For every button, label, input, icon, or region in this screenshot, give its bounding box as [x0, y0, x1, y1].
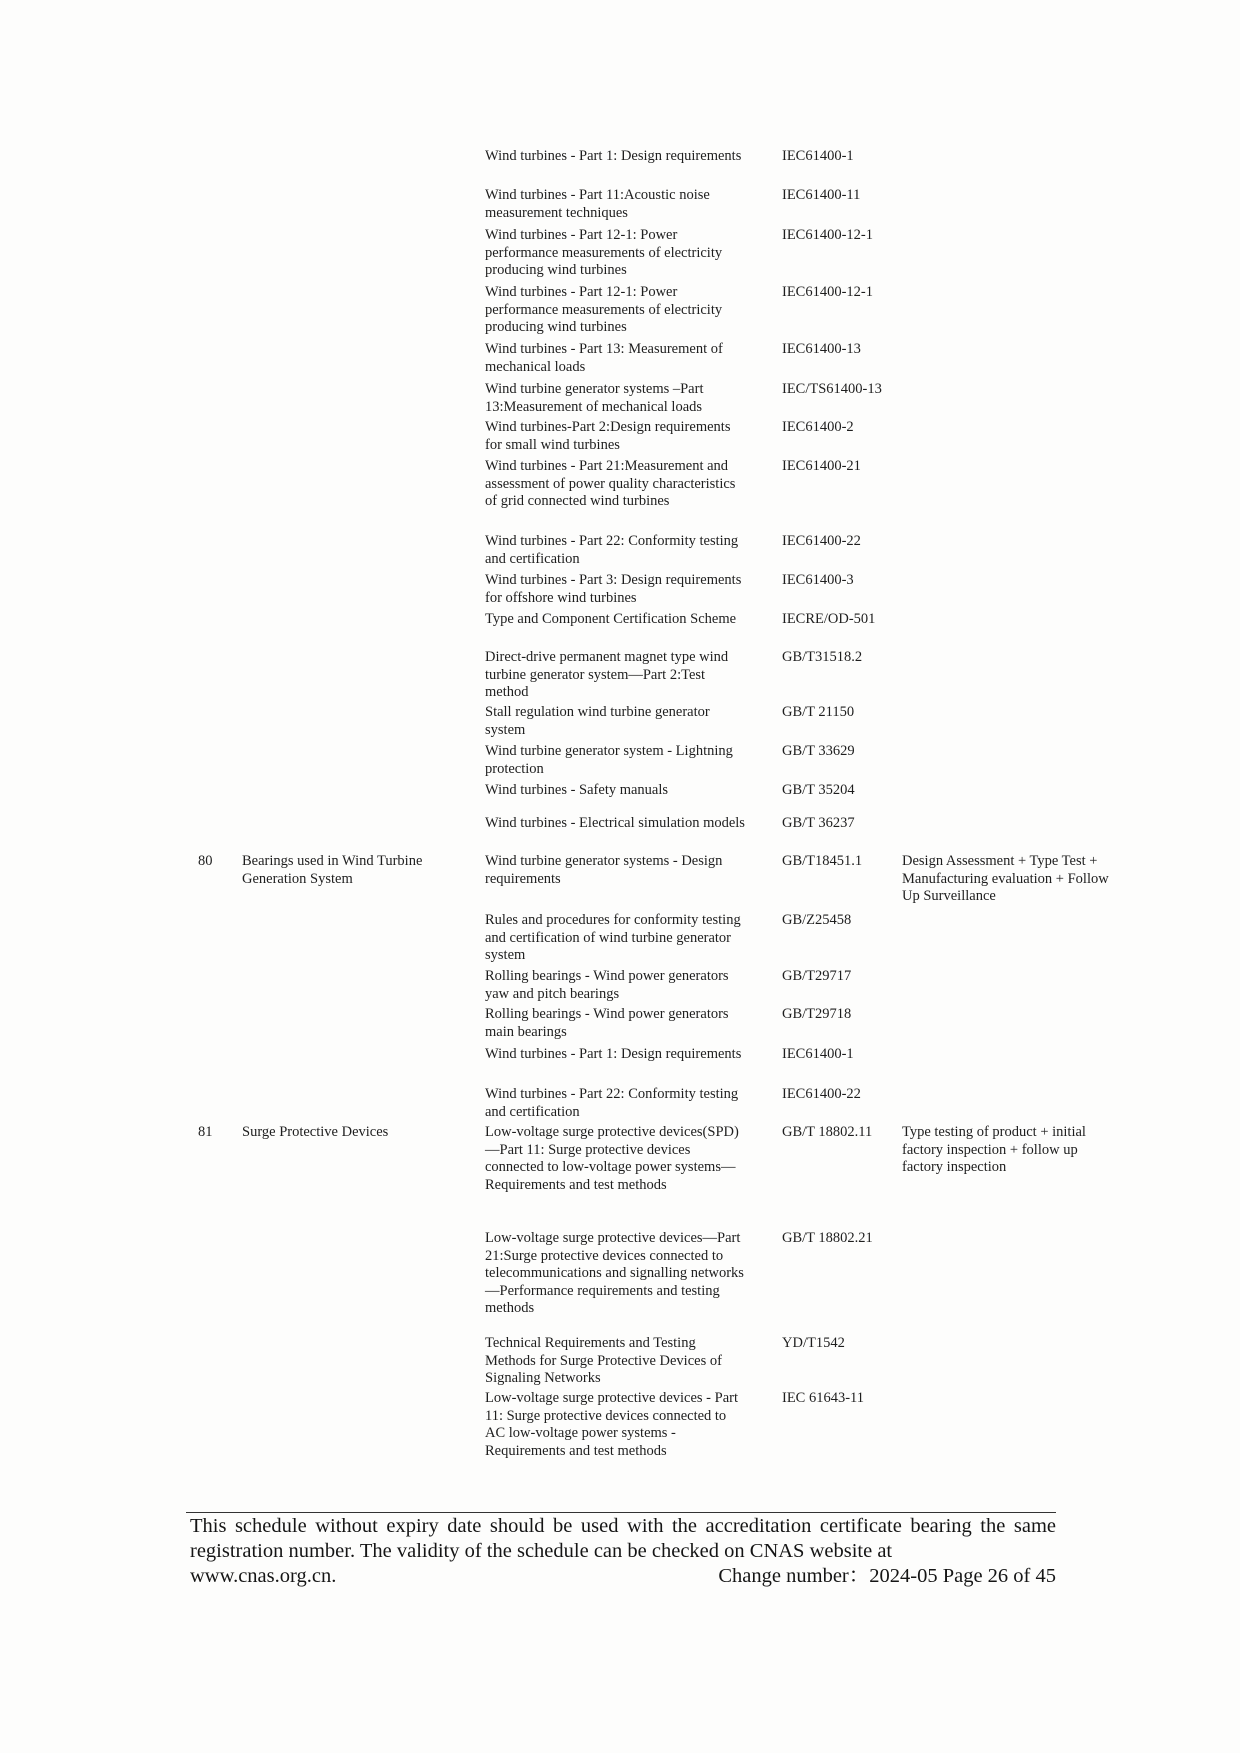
row-number: 81: [198, 1124, 213, 1140]
standard-code: IEC 61643-11: [782, 1390, 865, 1406]
standard-title: Wind turbine generator system - Lightning protection: [485, 743, 733, 777]
standard-title: Rolling bearings - Wind power generators yaw and pitch bearings: [485, 968, 729, 1002]
standard-title: Wind turbines - Part 1: Design requirements: [485, 148, 742, 164]
product-name: Bearings used in Wind Turbine Generation System: [242, 853, 423, 887]
standard-title: Wind turbines - Part 12-1: Power performance measurements of electricity producing wind turbines: [485, 284, 723, 336]
standard-code: IEC61400-21: [782, 458, 861, 474]
standard-title: Low-voltage surge protective devices(SPD)—Part 11: Surge protective devices connected to low-voltage power systems—Requirements and test methods: [485, 1124, 739, 1193]
standard-code: IEC61400-2: [782, 419, 854, 435]
standard-title: Rules and procedures for conformity testing and certification of wind turbine generator system: [485, 912, 741, 964]
standard-code: GB/T29717: [782, 968, 852, 984]
certification-mode: Design Assessment + Type Test + Manufacturing evaluation + Follow Up Surveillance: [902, 853, 1109, 905]
standard-title: Technical Requirements and Testing Methods for Surge Protective Devices of Signaling Networks: [485, 1335, 722, 1387]
standard-title: Wind turbines - Part 12-1: Power performance measurements of electricity producing wind turbines: [485, 227, 723, 279]
standard-code: IEC61400-1: [782, 1046, 854, 1062]
standard-code: IEC61400-12-1: [782, 227, 874, 243]
standard-code: GB/T 35204: [782, 782, 855, 798]
standard-code: IEC61400-12-1: [782, 284, 874, 300]
standard-code: IEC61400-13: [782, 341, 861, 357]
standard-code: GB/T 18802.21: [782, 1230, 873, 1246]
standard-code: GB/T18451.1: [782, 853, 863, 869]
standard-code: GB/T 36237: [782, 815, 855, 831]
footer: [190, 1514, 1056, 1589]
product-name: Surge Protective Devices: [242, 1124, 389, 1140]
standard-title: Direct-drive permanent magnet type wind turbine generator system—Part 2:Test method: [485, 649, 729, 701]
standard-code: IECRE/OD-501: [782, 611, 876, 627]
standard-title: Stall regulation wind turbine generator system: [485, 704, 710, 738]
standard-code: IEC61400-3: [782, 572, 854, 588]
standard-title: Low-voltage surge protective devices - Part 11: Surge protective devices connected to AC low-voltage power systems - Requirements and test methods: [485, 1390, 738, 1459]
standard-code: GB/T31518.2: [782, 649, 863, 665]
certification-mode: Type testing of product + initial factory inspection + follow up factory inspection: [902, 1124, 1086, 1176]
standard-title: Wind turbine generator systems –Part 13:Measurement of mechanical loads: [485, 381, 704, 415]
standard-code: IEC61400-1: [782, 148, 854, 164]
row-number: 80: [198, 853, 213, 869]
standard-title: Wind turbine generator systems - Design requirements: [485, 853, 723, 887]
standard-title: Wind turbines - Part 1: Design requirements: [485, 1046, 742, 1062]
standard-title: Wind turbines - Part 22: Conformity testing and certification: [485, 1086, 739, 1120]
standard-title: Wind turbines - Part 22: Conformity testing and certification: [485, 533, 739, 567]
standard-title: Wind turbines - Part 11:Acoustic noise measurement techniques: [485, 187, 710, 221]
footer-last-line: [190, 1564, 1056, 1589]
standard-code: IEC61400-22: [782, 1086, 861, 1102]
footer-divider: [186, 1512, 1056, 1513]
standard-title: Wind turbines - Part 3: Design requirements for offshore wind turbines: [485, 572, 742, 606]
standard-title: Wind turbines - Electrical simulation models: [485, 815, 745, 831]
standard-code: IEC61400-11: [782, 187, 861, 203]
standard-code: IEC/TS61400-13: [782, 381, 882, 397]
footer-url[interactable]: www.cnas.org.cn.: [190, 1565, 337, 1587]
standard-title: Wind turbines - Part 13: Measurement of mechanical loads: [485, 341, 723, 375]
standard-code: GB/T 33629: [782, 743, 855, 759]
change-number: Change number：2024-05 Page 26 of 45: [718, 1565, 1056, 1587]
standard-title: Type and Component Certification Scheme: [485, 611, 737, 627]
standard-title: Rolling bearings - Wind power generators main bearings: [485, 1006, 729, 1040]
standard-title: Low-voltage surge protective devices—Part 21:Surge protective devices connected to telecommunications and signalling networks—Performance requirements and testing methods: [485, 1230, 744, 1317]
standard-code: GB/T 21150: [782, 704, 855, 720]
standard-title: Wind turbines-Part 2:Design requirements for small wind turbines: [485, 419, 731, 453]
standard-title: Wind turbines - Part 21:Measurement and assessment of power quality characteristics of grid connected wind turbines: [485, 458, 736, 510]
standard-code: GB/Z25458: [782, 912, 852, 928]
standard-code: YD/T1542: [782, 1335, 845, 1351]
footer-text: This schedule without expiry date should be used with the accreditation certificate bearing the same registration number. The validity of the schedule can be checked on CNAS website at: [190, 1515, 1056, 1562]
standard-title: Wind turbines - Safety manuals: [485, 782, 669, 798]
standard-code: GB/T29718: [782, 1006, 852, 1022]
standard-code: GB/T 18802.11: [782, 1124, 873, 1140]
standard-code: IEC61400-22: [782, 533, 861, 549]
